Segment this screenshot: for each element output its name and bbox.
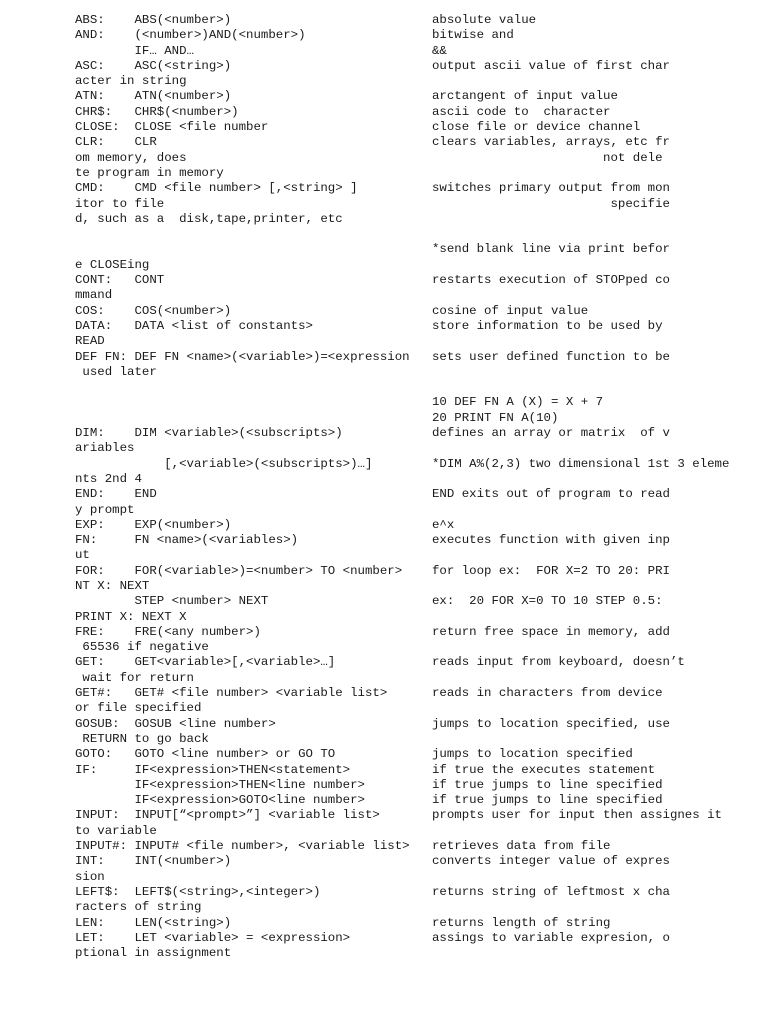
text-line (0, 701, 768, 716)
syntax-column-text: DEF FN: DEF FN <name>(<variable>)=<expression (75, 349, 410, 364)
syntax-column-text: INPUT: INPUT[“<prompt>”] <variable list> (75, 808, 380, 823)
text-line (0, 74, 768, 89)
syntax-column-text: 65536 if negative (75, 640, 209, 655)
text-line (0, 763, 768, 778)
text-line (0, 44, 768, 59)
text-line (0, 457, 768, 472)
syntax-column-text: ptional in assignment (75, 946, 232, 961)
description-column-text: if true jumps to line specified (432, 793, 663, 808)
syntax-column-text: END: END (75, 487, 157, 502)
text-line (0, 916, 768, 931)
text-line (0, 503, 768, 518)
syntax-column-text: ABS: ABS(<number>) (75, 13, 232, 27)
syntax-column-text: FRE: FRE(<any number>) (75, 624, 261, 639)
text-line (0, 135, 768, 150)
text-line (0, 640, 768, 655)
text-line (0, 89, 768, 104)
syntax-column-text: CLR: CLR (75, 135, 157, 150)
syntax-column-text: LEN: LEN(<string>) (75, 915, 232, 930)
description-column-text: 20 PRINT FN A(10) (432, 410, 559, 425)
description-column-text: *send blank line via print befor (432, 242, 670, 257)
syntax-column-text: CONT: CONT (75, 273, 165, 288)
syntax-column-text: INT: INT(<number>) (75, 854, 232, 869)
text-line (0, 212, 768, 227)
description-column-text: absolute value (432, 13, 537, 27)
text-line (0, 487, 768, 502)
text-line (0, 885, 768, 900)
description-column-text: 10 DEF FN A (X) = X + 7 (432, 395, 604, 410)
text-line (0, 548, 768, 563)
description-column-text: clears variables, arrays, etc fr (432, 135, 670, 150)
text-line (0, 533, 768, 548)
description-column-text: for loop ex: FOR X=2 TO 20: PRI (432, 563, 670, 578)
description-column-text: converts integer value of expres (432, 854, 670, 869)
syntax-column-text: RETURN to go back (75, 731, 209, 746)
text-line (0, 625, 768, 640)
text-line (0, 579, 768, 594)
description-column-text: returns length of string (432, 915, 611, 930)
text-line (0, 120, 768, 135)
description-column-text: ex: 20 FOR X=0 TO 10 STEP 0.5: (432, 594, 663, 609)
text-line (0, 334, 768, 349)
text-line (0, 793, 768, 808)
syntax-column-text: AND: (<number>)AND(<number>) (75, 28, 306, 43)
syntax-column-text: [,<variable>(<subscripts>)…] (75, 456, 373, 471)
syntax-column-text: CMD: CMD <file number> [,<string> ] (75, 181, 358, 196)
description-column-text: store information to be used by (432, 318, 663, 333)
text-line (0, 258, 768, 273)
description-column-text: reads input from keyboard, doesn’t (432, 655, 685, 670)
text-line (0, 594, 768, 609)
text-line (0, 441, 768, 456)
syntax-column-text: GET#: GET# <file number> <variable list> (75, 686, 388, 701)
text-line (0, 870, 768, 885)
text-line (0, 472, 768, 487)
text-line (0, 395, 768, 410)
description-column-text: executes function with given inp (432, 533, 670, 548)
syntax-column-text: CHR$: CHR$(<number>) (75, 104, 239, 119)
text-line (0, 564, 768, 579)
syntax-column-text: INPUT#: INPUT# <file number>, <variable list> (75, 839, 410, 854)
description-column-text: ascii code to character (432, 104, 611, 119)
description-column-text: close file or device channel (432, 120, 641, 135)
description-column-text: arctangent of input value (432, 89, 618, 104)
description-column-text: jumps to location specified, use (432, 716, 670, 731)
syntax-column-text: NT X: NEXT (75, 578, 150, 593)
text-line (0, 854, 768, 869)
description-column-text: jumps to location specified (432, 747, 633, 762)
text-line (0, 166, 768, 181)
text-line (0, 747, 768, 762)
syntax-column-text: to variable (75, 823, 157, 838)
description-column-text: not dele (432, 150, 663, 165)
description-column-text: e^x (432, 517, 455, 532)
syntax-column-text: acter in string (75, 74, 187, 89)
description-column-text: defines an array or matrix of v (432, 426, 670, 441)
description-column-text: output ascii value of first char (432, 58, 670, 73)
description-column-text: if true jumps to line specified (432, 777, 663, 792)
syntax-column-text: CLOSE: CLOSE <file number (75, 120, 269, 135)
syntax-column-text: GET: GET<variable>[,<variable>…] (75, 655, 336, 670)
text-line (0, 365, 768, 380)
document-body (0, 13, 768, 961)
text-line (0, 288, 768, 303)
text-line (0, 426, 768, 441)
text-line (0, 717, 768, 732)
syntax-column-text: or file specified (75, 701, 202, 716)
syntax-column-text: FOR: FOR(<variable>)=<number> TO <number> (75, 563, 403, 578)
text-line (0, 273, 768, 288)
description-column-text: reads in characters from device (432, 686, 663, 701)
description-column-text: END exits out of program to read (432, 487, 670, 502)
syntax-column-text: ariables (75, 441, 135, 456)
description-column-text: bitwise and (432, 28, 514, 43)
syntax-column-text: used later (75, 364, 157, 379)
syntax-column-text: ut (75, 548, 90, 563)
syntax-column-text: e CLOSEing (75, 257, 150, 272)
text-line (0, 900, 768, 915)
syntax-column-text: itor to file (75, 196, 165, 211)
description-column-text: assings to variable expresion, o (432, 930, 670, 945)
description-column-text: return free space in memory, add (432, 624, 670, 639)
description-column-text: prompts user for input then assignes it (432, 808, 722, 823)
syntax-column-text: sion (75, 869, 105, 884)
syntax-column-text: COS: COS(<number>) (75, 303, 232, 318)
text-line (0, 319, 768, 334)
syntax-column-text: LEFT$: LEFT$(<string>,<integer>) (75, 884, 321, 899)
text-line (0, 808, 768, 823)
syntax-column-text: FN: FN <name>(<variables>) (75, 533, 299, 548)
syntax-column-text: IF: IF<expression>THEN<statement> (75, 762, 351, 777)
syntax-column-text: IF<expression>THEN<line number> (75, 777, 365, 792)
description-column-text: *DIM A%(2,3) two dimensional 1st 3 eleme (432, 456, 730, 471)
text-line (0, 227, 768, 242)
syntax-column-text: ASC: ASC(<string>) (75, 58, 232, 73)
syntax-column-text: IF… AND… (75, 43, 194, 58)
syntax-column-text: IF<expression>GOTO<line number> (75, 793, 365, 808)
text-line (0, 839, 768, 854)
syntax-column-text: LET: LET <variable> = <expression> (75, 930, 351, 945)
syntax-column-text: nts 2nd 4 (75, 471, 142, 486)
text-line (0, 242, 768, 257)
description-column-text: returns string of leftmost x cha (432, 884, 670, 899)
description-column-text: cosine of input value (432, 303, 589, 318)
syntax-column-text: mmand (75, 288, 113, 303)
description-column-text: retrieves data from file (432, 839, 611, 854)
text-line (0, 380, 768, 395)
syntax-column-text: DATA: DATA <list of constants> (75, 318, 313, 333)
syntax-column-text: STEP <number> NEXT (75, 594, 269, 609)
syntax-column-text: ATN: ATN(<number>) (75, 89, 232, 104)
syntax-column-text: READ (75, 334, 105, 349)
text-line (0, 655, 768, 670)
text-line (0, 105, 768, 120)
text-line (0, 350, 768, 365)
text-line (0, 732, 768, 747)
text-line (0, 304, 768, 319)
text-line (0, 411, 768, 426)
text-line (0, 181, 768, 196)
text-line (0, 610, 768, 625)
syntax-column-text: wait for return (75, 670, 194, 685)
syntax-column-text: te program in memory (75, 165, 224, 180)
description-column-text: switches primary output from mon (432, 181, 670, 196)
description-column-text: restarts execution of STOPped co (432, 273, 670, 288)
syntax-column-text: y prompt (75, 502, 135, 517)
text-line (0, 28, 768, 43)
description-column-text: specifie (432, 196, 670, 211)
text-line (0, 946, 768, 961)
text-line (0, 59, 768, 74)
text-line (0, 671, 768, 686)
text-line (0, 931, 768, 946)
text-line (0, 197, 768, 212)
text-line (0, 151, 768, 166)
text-line (0, 824, 768, 839)
text-line (0, 13, 768, 28)
syntax-column-text: GOTO: GOTO <line number> or GO TO (75, 747, 336, 762)
syntax-column-text: racters of string (75, 900, 202, 915)
description-column-text: && (432, 43, 447, 58)
syntax-column-text: EXP: EXP(<number>) (75, 517, 232, 532)
text-line (0, 518, 768, 533)
text-line (0, 686, 768, 701)
syntax-column-text: PRINT X: NEXT X (75, 609, 187, 624)
syntax-column-text: d, such as a disk,tape,printer, etc (75, 211, 343, 226)
syntax-column-text: om memory, does (75, 150, 187, 165)
text-line (0, 778, 768, 793)
description-column-text: if true the executes statement (432, 762, 656, 777)
syntax-column-text: DIM: DIM <variable>(<subscripts>) (75, 426, 343, 441)
description-column-text: sets user defined function to be (432, 349, 670, 364)
syntax-column-text: GOSUB: GOSUB <line number> (75, 716, 276, 731)
